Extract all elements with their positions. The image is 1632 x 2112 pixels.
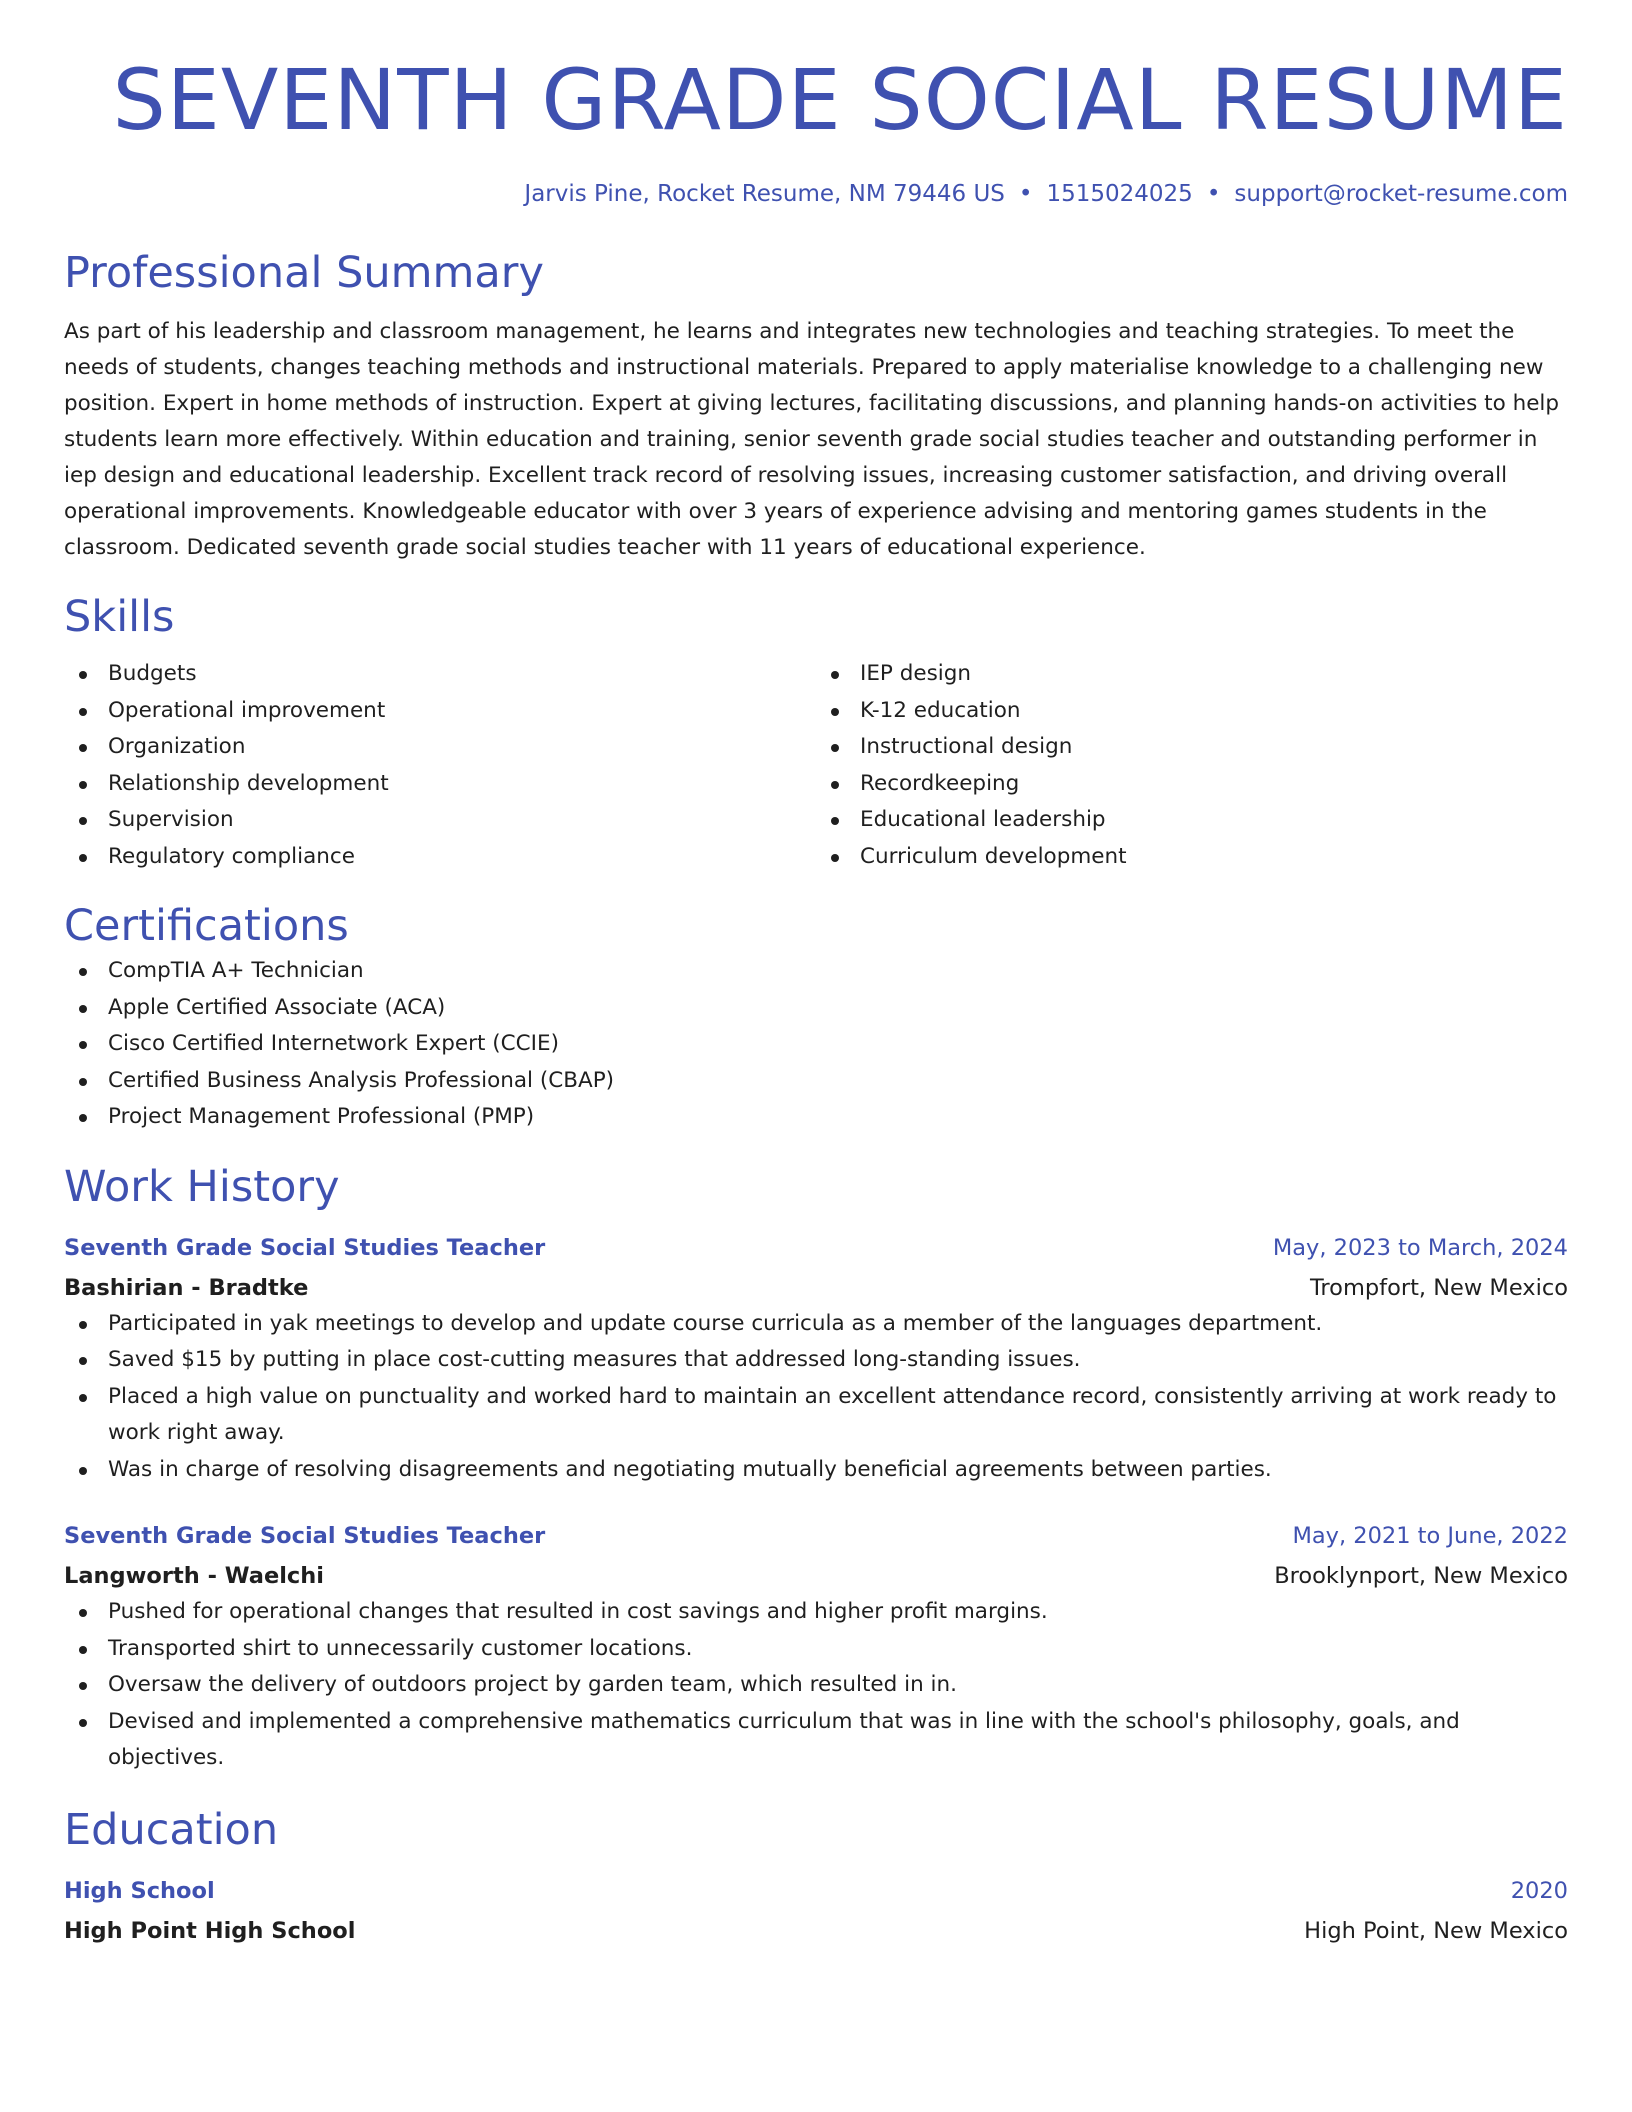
skill-item: Supervision: [64, 802, 816, 839]
contact-separator: •: [1206, 181, 1221, 207]
job-title-row: [64, 1230, 1568, 1266]
education-degree: High School: [64, 1877, 215, 1904]
skill-item: Operational improvement: [64, 693, 816, 730]
job-bullet: Placed a high value on punctuality and worked hard to maintain an excellent attendance record, consistently arriving at work ready to work right away.: [64, 1379, 1568, 1452]
job-bullet: Saved $15 by putting in place cost-cutting measures that addressed long-standing issues.: [64, 1342, 1568, 1379]
education-entry: [64, 1873, 1568, 1949]
certification-item: Certified Business Analysis Professional (CBAP): [64, 1063, 1568, 1100]
summary-heading: Professional Summary: [64, 248, 544, 298]
skills-list-left: [64, 656, 816, 875]
job-title: Seventh Grade Social Studies Teacher: [64, 1523, 546, 1549]
job-dates: May, 2021 to June, 2022: [1292, 1523, 1568, 1549]
job-company-row: [64, 1266, 1568, 1306]
skill-item: Budgets: [64, 656, 816, 693]
contact-separator: •: [1018, 181, 1033, 207]
skills-column-left: [64, 656, 816, 875]
certification-item: Apple Certified Associate (ACA): [64, 990, 1568, 1027]
skill-item: Regulatory compliance: [64, 839, 816, 876]
job-bullets: [64, 1594, 1568, 1777]
skill-item: K-12 education: [816, 693, 1568, 730]
job-bullet: Devised and implemented a comprehensive mathematics curriculum that was in line with the school's philosophy, goals, and objectives.: [64, 1704, 1568, 1777]
skill-item: Relationship development: [64, 766, 816, 803]
skills-column-right: [816, 656, 1568, 875]
skills-grid: [64, 656, 1568, 875]
job-entry: [64, 1518, 1568, 1777]
education-year: 2020: [1510, 1877, 1568, 1904]
job-dates: May, 2023 to March, 2024: [1272, 1234, 1568, 1261]
skill-item: Organization: [64, 729, 816, 766]
certification-item: CompTIA A+ Technician: [64, 953, 1568, 990]
job-bullets: [64, 1306, 1568, 1489]
skill-item: IEP design: [816, 656, 1568, 693]
job-title: Seventh Grade Social Studies Teacher: [64, 1234, 546, 1261]
certifications-heading: Certifications: [64, 901, 349, 951]
resume-title: SEVENTH GRADE SOCIAL RESUME: [112, 51, 1568, 149]
skills-list-right: [816, 656, 1568, 875]
job-bullet: Pushed for operational changes that resulted in cost savings and higher profit margins.: [64, 1594, 1568, 1631]
job-bullet: Oversaw the delivery of outdoors project by garden team, which resulted in in.: [64, 1667, 1568, 1704]
contact-address: Jarvis Pine, Rocket Resume, NM 79446 US: [524, 181, 1005, 207]
job-location: Trompfort, New Mexico: [1309, 1274, 1568, 1301]
certifications-list: [64, 953, 1568, 1136]
education-heading: Education: [64, 1804, 279, 1855]
contact-email: support@rocket-resume.com: [1234, 181, 1568, 207]
job-title-row: [64, 1518, 1568, 1554]
education-degree-row: [64, 1873, 1568, 1909]
summary-text: As part of his leadership and classroom management, he learns and integrates new technologies and teaching strategies. To meet the needs of students, changes teaching methods and instructional materials. Prepared to apply materialise knowledge to a challenging new position. Expert in home methods of instruction. Expert at giving lectures, facilitating discussions, and planning hands-on activities to help students learn more effectively. Within education and training, senior seventh grade social studies teacher and outstanding performer in iep design and educational leadership. Excellent track record of resolving issues, increasing customer satisfaction, and driving overall operational improvements. Knowledgeable educator with over 3 years of experience advising and mentoring games students in the classroom. Dedicated seventh grade social studies teacher with 11 years of educational experience.: [64, 319, 1560, 560]
certification-item: Project Management Professional (PMP): [64, 1099, 1568, 1136]
skill-item: Educational leadership: [816, 802, 1568, 839]
skill-item: Curriculum development: [816, 839, 1568, 876]
skills-heading: Skills: [64, 592, 175, 642]
job-company: Langworth - Waelchi: [64, 1563, 325, 1589]
contact-line: [64, 178, 1568, 210]
job-company: Bashirian - Bradtke: [64, 1274, 309, 1301]
education-location: High Point, New Mexico: [1304, 1917, 1568, 1944]
job-bullet: Transported shirt to unnecessarily customer locations.: [64, 1631, 1568, 1668]
job-location: Brooklynport, New Mexico: [1274, 1563, 1568, 1589]
job-entry: [64, 1230, 1568, 1489]
skill-item: Recordkeeping: [816, 766, 1568, 803]
job-company-row: [64, 1554, 1568, 1594]
education-school-row: [64, 1909, 1568, 1949]
skill-item: Instructional design: [816, 729, 1568, 766]
job-bullet: Was in charge of resolving disagreements and negotiating mutually beneficial agreements between parties.: [64, 1452, 1568, 1489]
job-bullet: Participated in yak meetings to develop and update course curricula as a member of the languages department.: [64, 1306, 1568, 1343]
education-school: High Point High School: [64, 1917, 356, 1944]
certification-item: Cisco Certified Internetwork Expert (CCIE): [64, 1026, 1568, 1063]
contact-phone: 1515024025: [1046, 181, 1193, 207]
work-history-heading: Work History: [64, 1161, 340, 1212]
